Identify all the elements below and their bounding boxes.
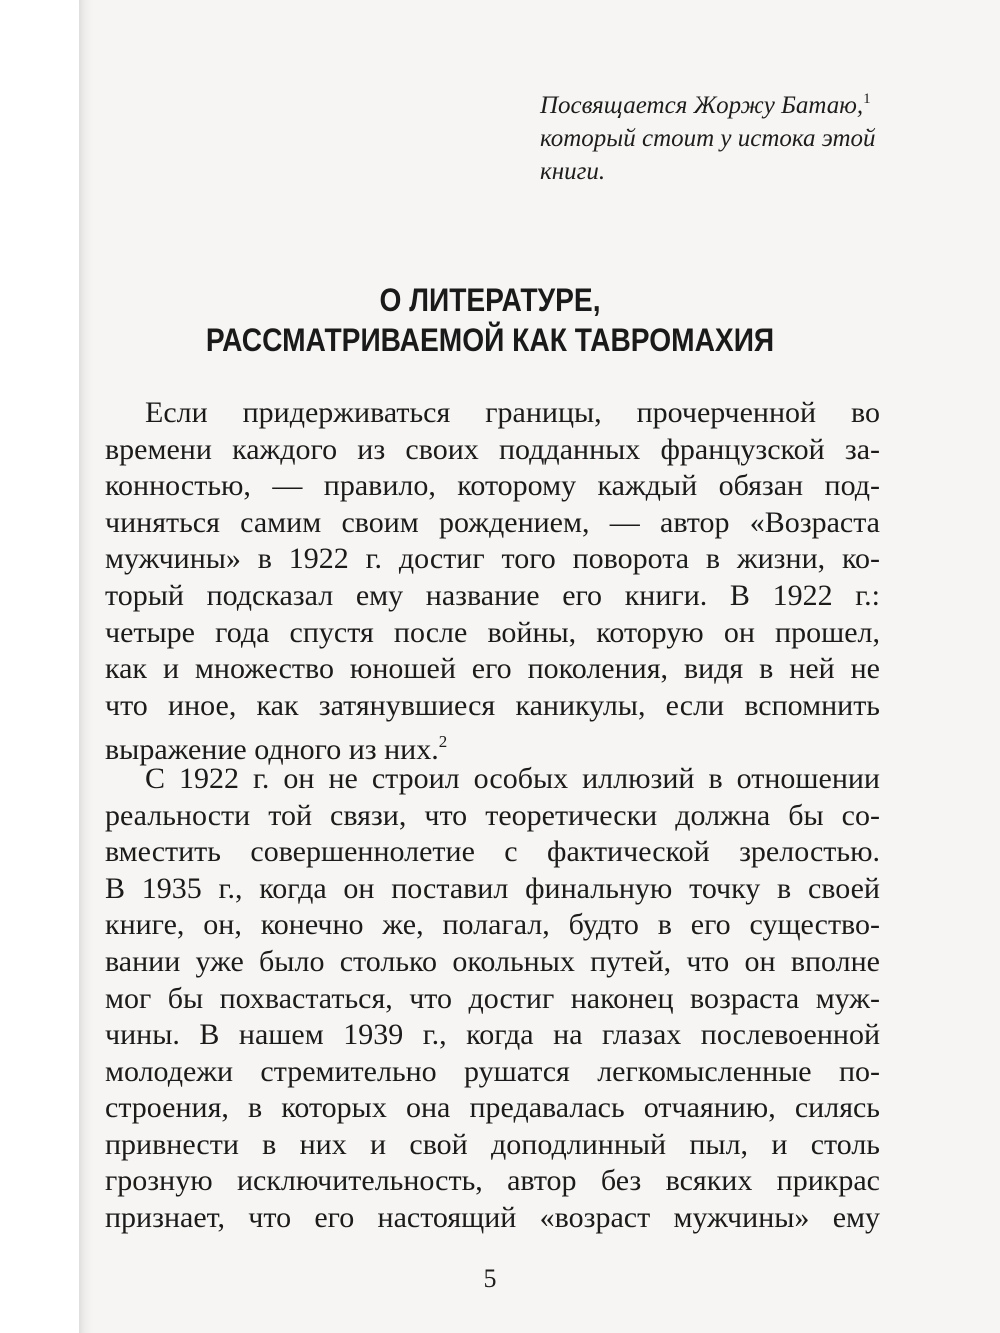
text-line: реальности той связи, что теоретически должна бы со- — [105, 798, 880, 832]
text-line: что иное, как затянувшиеся каникулы, если вспомнить — [105, 688, 880, 722]
footnote-ref: 2 — [438, 732, 448, 752]
text-line: конностью, — правило, которому каждый обязан под- — [105, 469, 880, 503]
chapter-title — [147, 280, 833, 360]
gutter-shadow — [79, 0, 93, 1333]
dedication-line: книги. — [540, 158, 606, 185]
text-line: вместить совершеннолетие с фактической зрелостью. — [105, 835, 880, 869]
text-line: строения, в которых она предавалась отчаянию, силясь — [105, 1091, 880, 1125]
text-line: мужчины» в 1922 г. достиг того поворота в жизни, ко- — [105, 542, 880, 576]
text-line: времени каждого из своих подданных французской за- — [105, 432, 880, 466]
text-line: книге, он, конечно же, полагал, будто в его существо- — [105, 908, 880, 942]
text-line: чины. В нашем 1939 г., когда на глазах послевоенной — [105, 1018, 880, 1052]
dedication — [540, 83, 880, 188]
chapter-title-line: РАССМАТРИВАЕМОЙ КАК ТАВРОМАХИЯ — [205, 322, 775, 358]
paragraph — [105, 395, 880, 767]
text-line: как и множество юношей его поколения, видя в ней не — [105, 652, 880, 686]
page-number: 5 — [483, 1264, 497, 1293]
dedication-line: который стоит у истока этой — [540, 125, 876, 152]
text-line: четыре года спустя после войны, которую он прошел, — [105, 615, 880, 649]
text-line: торый подсказал ему название его книги. В 1922 г.: — [105, 578, 880, 612]
text-line: С 1922 г. он не строил особых иллюзий в отношении — [145, 761, 880, 795]
text-line: вании уже было столько окольных путей, что он вполне — [105, 944, 880, 978]
text-line: грозную исключительность, автор без всяких прикрас — [105, 1164, 880, 1198]
body-text — [105, 395, 880, 1237]
text-line: чиняться самим своим рождением, — автор «Возраста — [105, 505, 880, 539]
text-line: выражение одного из них.$^2$ — [105, 732, 448, 767]
text-line: Если придерживаться границы, прочерченной во — [145, 396, 880, 429]
dedication-line: Посвящается Жоржу Батаю,$^1$ — [540, 91, 871, 119]
chapter-title-line: О ЛИТЕРАТУРЕ, — [379, 282, 601, 318]
paragraph — [105, 761, 880, 1237]
text-line: молодежи стремительно рушатся легкомысленные по- — [105, 1054, 880, 1088]
text-line: привнести в них и свой доподлинный пыл, и столь — [105, 1127, 880, 1161]
text-line: мог бы похвастаться, что достиг наконец возраста муж- — [105, 981, 880, 1015]
footnote-ref: 1 — [863, 91, 871, 107]
text-line: В 1935 г., когда он поставил финальную точку в своей — [105, 871, 880, 905]
text-line: признает, что его настоящий «возраст мужчины» ему — [105, 1201, 880, 1235]
